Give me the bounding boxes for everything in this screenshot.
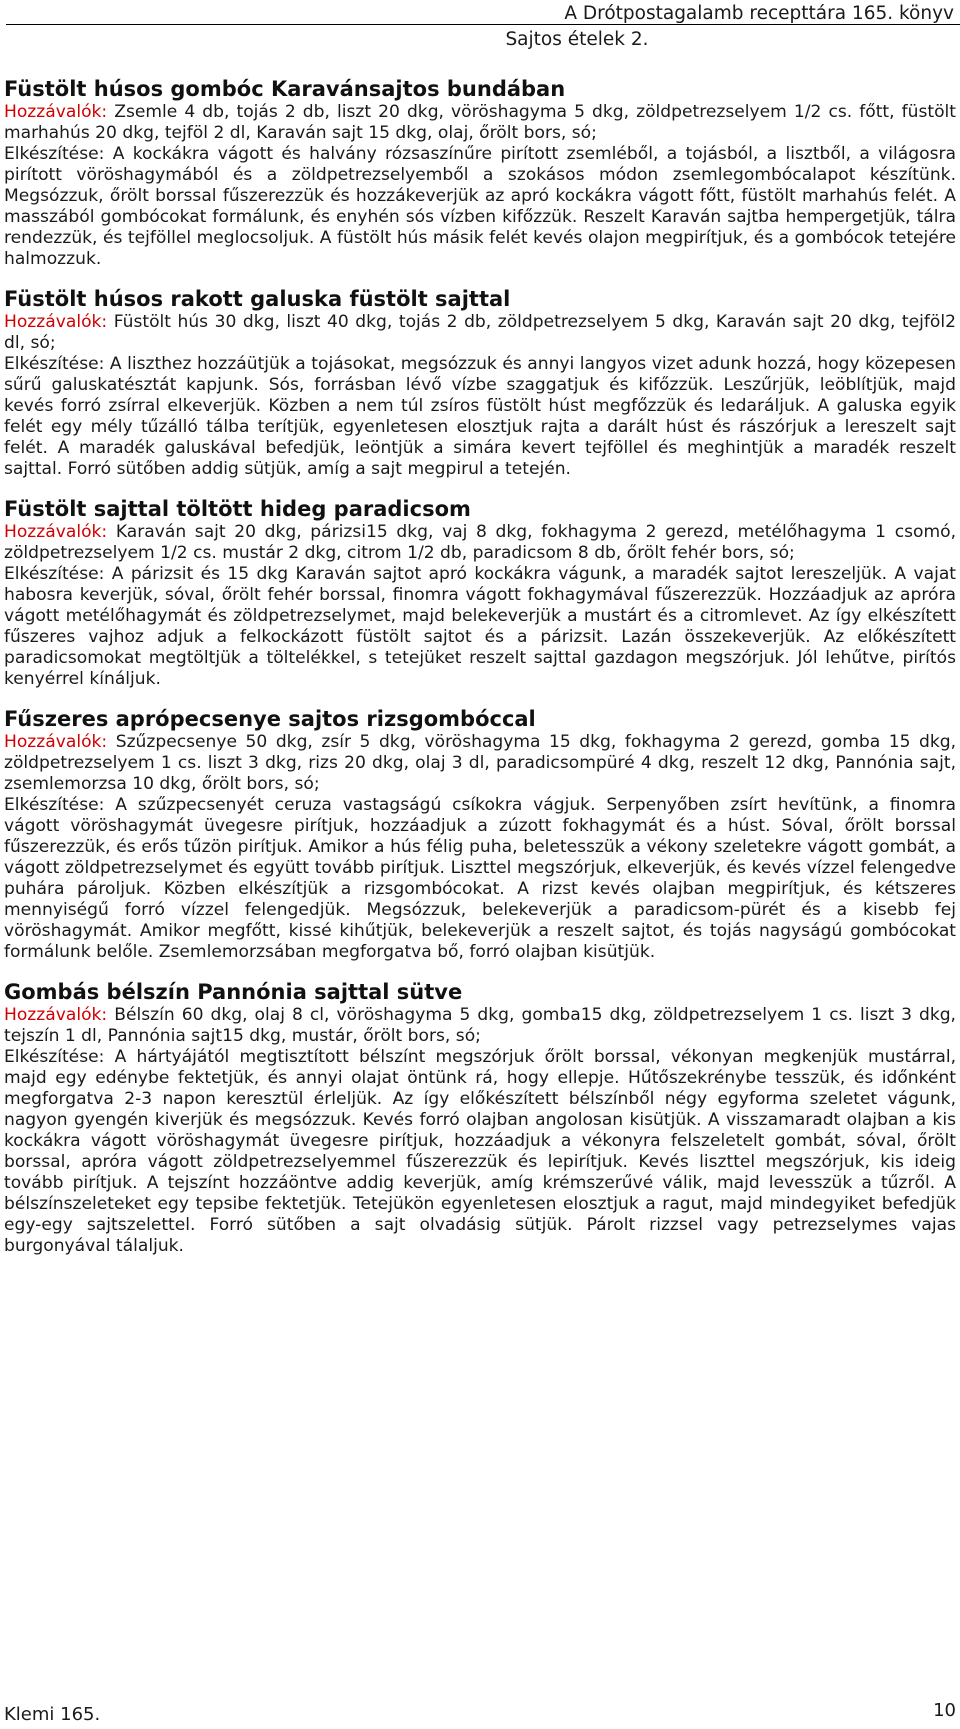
- recipe-ingredients: [4, 312, 956, 354]
- recipe-ingredients: [4, 102, 956, 144]
- ingredients-label: Hozzávalók:: [4, 522, 108, 542]
- recipe: [4, 76, 956, 270]
- recipe-method: [4, 795, 956, 963]
- header-rule: [6, 24, 960, 25]
- method-label: Elkészítése:: [4, 564, 105, 584]
- book-title: A Drótpostagalamb recepttára 165. könyv: [564, 3, 954, 24]
- footer-label: Klemi 165.: [4, 1704, 101, 1725]
- ingredients-text: Bélszín 60 dkg, olaj 8 cl, vöröshagyma 5 dkg, gomba15 dkg, zöldpetrezselyem 1 cs. liszt 3 dkg, tejszín 1 dl, Pannónia sajt15 dkg, mustár, őrölt bors, só;: [4, 1005, 956, 1046]
- recipe-title: Fűszeres aprópecsenye sajtos rizsgombóccal: [4, 707, 536, 731]
- recipe-method: [4, 564, 956, 690]
- ingredients-label: Hozzávalók:: [4, 312, 108, 332]
- recipe-ingredients: [4, 522, 956, 564]
- recipe-title: Füstölt sajttal töltött hideg paradicsom: [4, 497, 471, 521]
- chapter-title: Sajtos ételek 2.: [505, 29, 649, 50]
- recipe: [4, 496, 956, 690]
- method-text: A liszthez hozzáütjük a tojásokat, megsózzuk és annyi langyos vizet adunk hozzá, hogy közepesen sűrű galuskatésztát kapjunk. Sós, forrásban lévő vízbe szaggatjuk és kifőzzük. Leszűrjük, leöblítjük, majd kevés forró zsírral elkeverjük. Közben a nem túl zsíros füstölt húst megfőzzük és ledaráljuk. A galuska egyik felét egy mély tűzálló tálba terítjük, egyenletesen elosztjuk rajta a darált húst és rászórjuk a lereszelt sajt felét. A maradék galuskával befedjük, leöntjük a simára kevert tejföllel és meghintjük a maradék reszelt sajttal. Forró sütőben addig sütjük, amíg a sajt megpirul a tetején.: [4, 354, 956, 479]
- recipe: [4, 979, 956, 1257]
- ingredients-label: Hozzávalók:: [4, 102, 108, 122]
- method-label: Elkészítése:: [4, 1047, 105, 1067]
- recipe-method: [4, 144, 956, 270]
- method-text: A hártyájától megtisztított bélszínt megszórjuk őrölt borssal, vékonyan megkenjük mustárral, majd egy edénybe fektetjük, és annyi olajat öntünk rá, hogy ellepje. Hűtőszekrénybe tesszük, és időnként megforgatva 2-3 napon keresztül érleljük. Az így előkészített bélszínből négy egyforma szeletet vágunk, nagyon gyengén kiverjük és megsózzuk. Kevés forró olajban angolosan kisütjük. A visszamaradt olajban a kis kockákra vágott vöröshagymát üvegesre pirítjuk, hozzáadjuk a vékonyra felszeletelt gombát, sóval, őrölt borssal, apróra vágott zöldpetrezselyemmel fűszerezzük és lepirítjuk. Kevés liszttel megszórjuk, kis ideig tovább pirítjuk. A tejszínt hozzáöntve addig keverjük, amíg krémszerűvé válik, majd levesszük a tűzről. A bélszínszeleteket egy tepsibe fektetjük. Tetejükön egyenletesen elosztjuk a ragut, majd mindegyiket befedjük egy-egy sajtszelettel. Forró sütőben a sajt olvadásig sütjük. Párolt rizzsel vagy petrezselymes vajas burgonyával tálaljuk.: [4, 1047, 956, 1256]
- recipe-title: Füstölt húsos gombóc Karavánsajtos bundában: [4, 77, 566, 101]
- ingredients-label: Hozzávalók:: [4, 1005, 108, 1025]
- recipe-ingredients: [4, 1005, 956, 1047]
- recipe: [4, 706, 956, 963]
- method-label: Elkészítése:: [4, 354, 105, 374]
- recipe-list: [4, 76, 956, 1273]
- page-header: [0, 2, 954, 52]
- recipe-method: [4, 354, 956, 480]
- ingredients-text: Karaván sajt 20 dkg, párizsi15 dkg, vaj 8 dkg, fokhagyma 2 gerezd, metélőhagyma 1 csomó, zöldpetrezselyem 1/2 cs. mustár 2 dkg, citrom 1/2 db, paradicsom 8 db, őrölt fehér bors, só;: [4, 522, 956, 563]
- ingredients-text: Zsemle 4 db, tojás 2 db, liszt 20 dkg, vöröshagyma 5 dkg, zöldpetrezselyem 1/2 cs. főtt, füstölt marhahús 20 dkg, tejföl 2 dl, Karaván sajt 15 dkg, olaj, őrölt bors, só;: [4, 102, 956, 143]
- method-text: A kockákra vágott és halvány rózsaszínűre pirított zsemléből, a tojásból, a lisztből, a világosra pirított vöröshagymából és a zöldpetrezselyemből a szokásos módon zsemlegombócalapot készítünk. Megsózzuk, őrölt borssal fűszerezzük és hozzákeverjük az apró kockákra vágott főtt, füstölt marhahús felét. A masszából gombócokat formálunk, és enyhén sós vízben kifőzzük. Reszelt Karaván sajtba hempergetjük, tálra rendezzük, és tejföllel meglocsoljuk. A füstölt hús másik felét kevés olajon megpirítjuk, és a gombócok tetejére halmozzuk.: [4, 144, 956, 269]
- recipe-ingredients: [4, 732, 956, 795]
- recipe-title: Füstölt húsos rakott galuska füstölt sajttal: [4, 287, 511, 311]
- method-text: A párizsit és 15 dkg Karaván sajtot apró kockákra vágunk, a maradék sajtot lereszeljük. A vajat habosra keverjük, sóval, őrölt fehér borssal, finomra vágott fokhagymával fűszerezzük. Hozzáadjuk az apróra vágott metélőhagymát és zöldpetrezselymet, majd belekeverjük a mustárt és a citromlevet. Az így elkészített fűszeres vajhoz adjuk a felkockázott füstölt sajtot és a párizsit. Lazán összekeverjük. Az előkészített paradicsomokat megtöltjük a töltelékkel, s tetejüket reszelt sajttal gazdagon megszórjuk. Jól lehűtve, pirítós kenyérrel kínáljuk.: [4, 564, 956, 689]
- ingredients-label: Hozzávalók:: [4, 732, 108, 752]
- method-label: Elkészítése:: [4, 795, 105, 815]
- method-label: Elkészítése:: [4, 144, 105, 164]
- recipe-method: [4, 1047, 956, 1257]
- recipe-title: Gombás bélszín Pannónia sajttal sütve: [4, 980, 463, 1004]
- recipe: [4, 286, 956, 480]
- ingredients-text: Szűzpecsenye 50 dkg, zsír 5 dkg, vöröshagyma 15 dkg, fokhagyma 2 gerezd, gomba 15 dkg, zöldpetrezselyem 1 cs. liszt 3 dkg, rizs 20 dkg, olaj 3 dl, paradicsompüré 4 dkg, reszelt 12 dkg, Pannónia sajt, zsemlemorzsa 10 dkg, őrölt bors, só;: [4, 732, 956, 794]
- ingredients-text: Füstölt hús 30 dkg, liszt 40 dkg, tojás 2 db, zöldpetrezselyem 5 dkg, Karaván sajt 20 dkg, tejföl2 dl, só;: [4, 312, 957, 353]
- method-text: A szűzpecsenyét ceruza vastagságú csíkokra vágjuk. Serpenyőben zsírt hevítünk, a finomra vágott vöröshagymát üvegesre pirítjuk, hozzáadjuk a zúzott fokhagymát és a húst. Sóval, őrölt borssal fűszerezzük, és erős tűzön pirítjuk. Amikor a hús félig puha, beletesszük a vékony szeletekre vágott gombát, a vágott zöldpetrezselymet és együtt tovább pirítjuk. Liszttel megszórjuk, elkeverjük, és kevés vízzel felengedve puhára pároljuk. Közben elkészítjük a rizsgombócokat. A rizst kevés olajban megpirítjuk, és kétszeres mennyiségű forró vízzel felengedjük. Megsózzuk, belekeverjük a paradicsom-pürét és a kisebb fej vöröshagymát. Amikor megfőtt, kissé kihűtjük, belekeverjük a reszelt sajtot, és tojás nagyságú gombócokat formálunk belőle. Zsemlemorzsában megforgatva bő, forró olajban kisütjük.: [4, 795, 957, 962]
- page-number: 10: [933, 1700, 956, 1721]
